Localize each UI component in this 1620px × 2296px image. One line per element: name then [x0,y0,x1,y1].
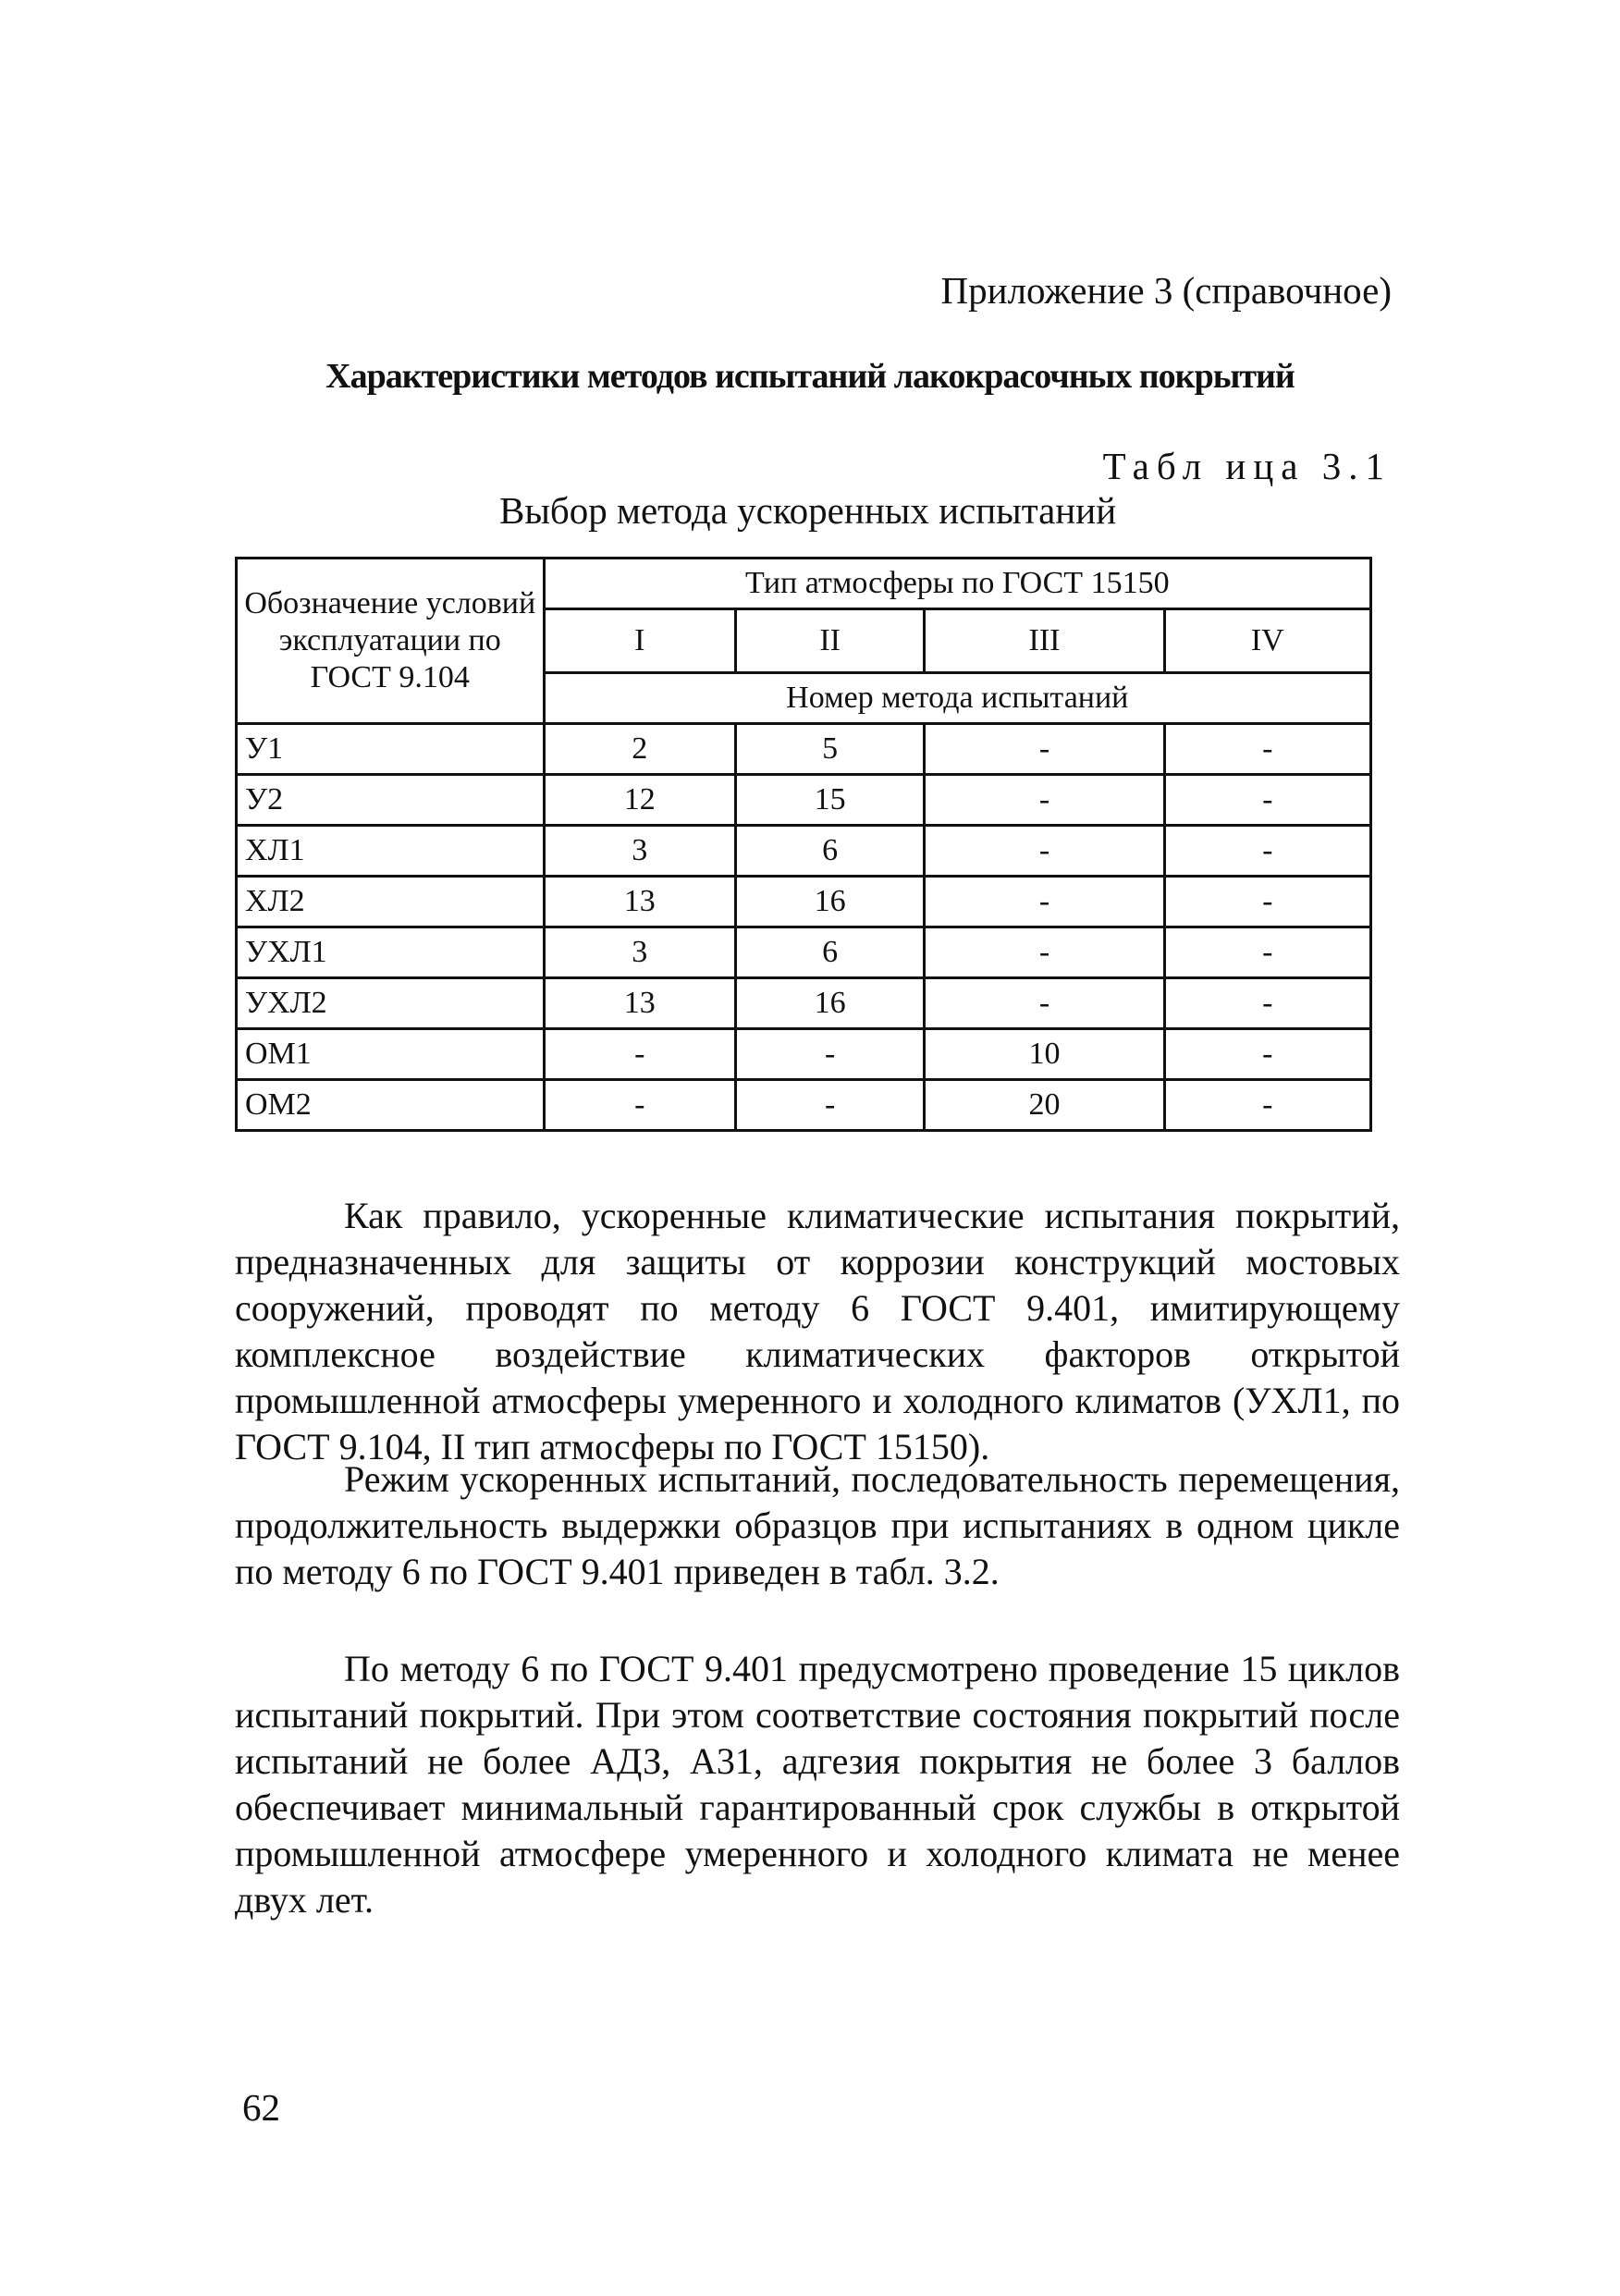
atmosphere-type: II [735,609,924,673]
method-cell: - [544,1080,735,1131]
method-cell: 12 [544,775,735,826]
appendix-label: Приложение 3 (справочное) [940,269,1392,312]
page-number: 62 [242,2086,280,2129]
condition-cell: ХЛ1 [237,826,545,877]
paragraph: Режим ускоренных испытаний, последовательность перемещения, продолжительность выдержки образцов при испытаниях в одном цикле по методу 6 по ГОСТ 9.401 приведен в табл. 3.2. [235,1458,1400,1592]
method-cell: 15 [735,775,924,826]
method-cell: - [1164,1029,1370,1080]
method-cell: - [925,927,1164,978]
table-row [237,826,1371,877]
method-cell: - [925,775,1164,826]
table-row [237,877,1371,927]
method-cell: 6 [735,927,924,978]
method-cell: - [1164,724,1370,775]
method-cell: 5 [735,724,924,775]
atmosphere-type: IV [1164,609,1370,673]
method-cell: - [544,1029,735,1080]
method-cell: 3 [544,927,735,978]
method-cell: - [1164,775,1370,826]
method-cell: - [1164,877,1370,927]
method-cell: - [1164,978,1370,1029]
atmosphere-header: Тип атмосферы по ГОСТ 15150 [544,559,1370,609]
condition-cell: ОМ1 [237,1029,545,1080]
table-row [237,1029,1371,1080]
paragraph: Как правило, ускоренные климатические испытания покрытий, предназначенных для защиты от коррозии конструкций мостовых сооружений, проводят по методу 6 ГОСТ 9.401, имитирующему комплексное воздействие климатических факторов открытой промышленной атмосферы умеренного и холодного климатов (УХЛ1, по ГОСТ 9.104, II тип атмосферы по ГОСТ 15150). [235,1195,1400,1467]
condition-column-header: Обозначение условий эксплуатации по ГОСТ 9.104 [237,559,545,724]
method-cell: 13 [544,978,735,1029]
method-cell: - [925,877,1164,927]
table-row [237,1080,1371,1131]
method-cell: - [925,826,1164,877]
method-cell: - [925,724,1164,775]
method-cell: - [1164,1080,1370,1131]
method-cell: - [735,1080,924,1131]
atmosphere-type: I [544,609,735,673]
condition-cell: ОМ2 [237,1080,545,1131]
method-header: Номер метода испытаний [544,673,1370,724]
method-cell: 16 [735,877,924,927]
condition-cell: У1 [237,724,545,775]
condition-cell: УХЛ1 [237,927,545,978]
method-cell: - [925,978,1164,1029]
table-caption: Выбор метода ускоренных испытаний [499,489,1117,532]
table-row [237,775,1371,826]
atmosphere-type: III [925,609,1164,673]
method-cell: 3 [544,826,735,877]
method-cell: 13 [544,877,735,927]
page-heading: Характеристики методов испытаний лакокрасочных покрытий [325,357,1295,396]
method-cell: 2 [544,724,735,775]
paragraph: По методу 6 по ГОСТ 9.401 предусмотрено проведение 15 циклов испытаний покрытий. При этом соответствие состояния покрытий после испытаний не более АДЗ, А31, адгезия покрытия не более 3 баллов обеспечивает минимальный гарантированный срок службы в открытой промышленной атмосфере умеренного и холодного климата не менее двух лет. [235,1648,1400,1921]
method-cell: 6 [735,826,924,877]
method-cell: 10 [925,1029,1164,1080]
method-cell: 16 [735,978,924,1029]
condition-cell: УХЛ2 [237,978,545,1029]
table-row [237,724,1371,775]
methods-table [235,557,1372,1132]
method-cell: 20 [925,1080,1164,1131]
method-cell: - [1164,927,1370,978]
condition-cell: ХЛ2 [237,877,545,927]
method-cell: - [735,1029,924,1080]
table-number: Табл ица 3.1 [1102,445,1392,487]
table-row [237,927,1371,978]
method-cell: - [1164,826,1370,877]
condition-cell: У2 [237,775,545,826]
table-row [237,978,1371,1029]
